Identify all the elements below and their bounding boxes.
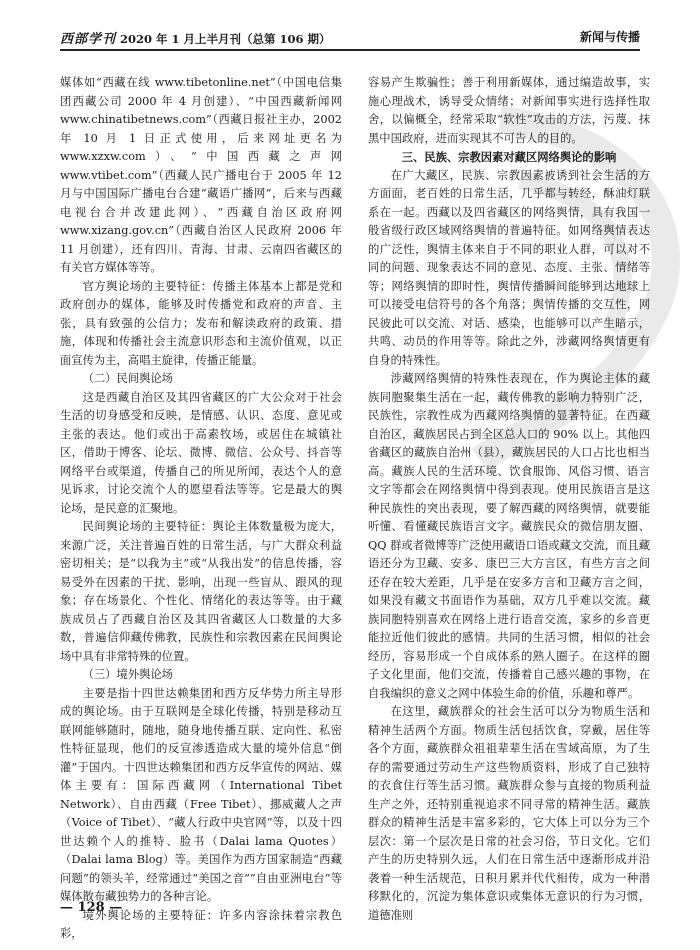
header-divider bbox=[60, 49, 640, 51]
issue-info: 2020 年 1 月上半月刊（总第 106 期） bbox=[120, 32, 331, 46]
section-heading: 三、民族、宗教因素对藏区网络舆论的影响 bbox=[401, 150, 617, 164]
paragraph: 主要是指十四世达赖集团和西方反华势力所主导形成的舆论场。由于互联网是全球化传播，特别是移动互联网能够随时，随地，随身地传播互联、定向性、私密性特征显现，他们的反宣渗透造成大量的境外信息“倒灌”于国内。十四世达赖集团和西方反华宣传的网站、媒体主要有：国际西藏网（International Tibet Network）、自由西藏（Free Tibet）、挪威藏人之声（Voice of Tibet）、“藏人行政中央官网”等，以及十四世达赖个人的推特、脸书（Dalai lama Quotes）（Dalai lama Blog）等。美国作为西方国家制造“西藏问题”的领头羊，经常通过“美国之音”“自由亚洲电台”等媒体散布藏独势力的各种言论。 bbox=[60, 686, 342, 903]
right-column bbox=[368, 74, 650, 925]
running-header bbox=[60, 26, 640, 48]
paragraph: 民间舆论场的主要特征：舆论主体数量极为庞大，来源广泛，关注普遍百姓的日常生活，与广大群众利益密切相关；是“以我为主”或“从我出发”的信息传播，容易受外在因素的干扰、影响，出现一些盲从、跟风的现象；存在场景化、个性化、情绪化的表达等等。由于藏族成员占了西藏自治区及其四省藏区人口数量的大多数，普遍信仰藏传佛教，民族性和宗教因素在民间舆论场中具有非常特殊的位置。 bbox=[60, 520, 342, 663]
paragraph: 在广大藏区，民族、宗教因素被诱到社会生活的方方面面，老百姓的日常生活，几乎都与转经，酥油灯联系在一起。西藏以及四省藏区的网络舆情，具有我国一般省级行政区域网络舆情的普遍特征。如网络舆情表达的广泛性，舆情主体来自于不同的职业人群，可以对不同的问题、现象表达不同的意见、态度、主张、情绪等等；网络舆情的即时性，舆情传播瞬间能够到达地球上可以接受电信符号的各个角落；舆情传播的交互性，网民彼此可以交流、对话、感染，也能够可以产生暗示，共鸣、动员的作用等等。除此之外，涉藏网络舆情更有自身的特殊性。 bbox=[368, 168, 650, 367]
subsection-heading: （二）民间舆论场 bbox=[82, 372, 173, 385]
paragraph: 媒体如“西藏在线 www.tibetonline.net”（中国电信集团西藏公司 2000 年 4 月创建）、“中国西藏新闻网 www.chinatibetnews.com”（西藏日报社主办，2002 年 10 月 1 日正式使用，后来网址更名为 www.xzxw.com）、“中国西藏之声网 www.vtibet.com”（西藏人民广播电台于 2005 年 12 月与中国国际广播电台合建“藏语广播网”，后来与西藏电视台合并改建此网）、“西藏自治区政府网 www.xizang.gov.cn”（西藏自治区人民政府 2006 年 11 月创建），还有四川、青海、甘肃、云南四省藏区的有关官方媒体等等。 bbox=[60, 76, 342, 274]
paragraph: 在这里，藏族群众的社会生活可以分为物质生活和精神生活两个方面。物质生活包括饮食，穿戴，居住等各个方面，藏族群众祖祖辈辈生活在雪域高原，为了生存的需要通过劳动生产这些物质资料，形成了自己独特的衣食住行等生活习惯。藏族群众参与直接的物质利益生产之外，还特别重视追求不同寻常的精神生活。藏族群众的精神生活是丰富多彩的，它大体上可以分为三个层次：第一个层次是日常的社会习俗，节日文化。它们产生的历史特别久远，人们在日常生活中逐渐形成并沿袭着一种生活规范，日积月累并代代相传，成为一种潜移默化的，沉淀为集体意识或集体无意识的行为习惯，道德准则 bbox=[368, 705, 650, 922]
left-column bbox=[60, 74, 342, 944]
section-name: 新闻与传播 bbox=[579, 30, 640, 44]
paragraph: 境外舆论场的主要特征：许多内容涂抹着宗教色彩， bbox=[60, 908, 342, 940]
page-number: — 128 — bbox=[60, 900, 123, 915]
paragraph: 官方舆论场的主要特征：传播主体基本上都是党和政府创办的媒体，能够及时传播党和政府的声音、主张，具有致强的公信力；发布和解读政府的政策、措施，体现和传播社会主流意识形态和主流价值观，以正面宣传为主，高唱主旋律，传播正能量。 bbox=[60, 279, 342, 367]
paragraph: 这是西藏自治区及其四省藏区的广大公众对于社会生活的切身感受和反映，是情感、认识、态度、意见或主张的表达。他们或出于高素牧场，或居住在城镇社区，借助于博客、论坛、微博、微信、公众号、抖音等网络平台或渠道，传播自己的所见所闻，表达个人的意见诉求，讨论交流个人的愿望看法等等。它是最大的舆论场，是民意的汇聚地。 bbox=[60, 390, 342, 515]
journal-info bbox=[60, 28, 331, 47]
journal-name: 西部学刊 bbox=[60, 32, 117, 47]
paragraph: 容易产生欺骗性；善于利用新媒体，通过编造故事，实施心理战术，诱导受众情绪；对新闻事实进行选择性取舍，以偏概全，经常采取“软性”攻击的方法，污蔑、抹黑中国政府，进而实现其不可告人的目的。 bbox=[368, 76, 650, 145]
subsection-heading: （三）境外舆论场 bbox=[82, 668, 173, 681]
paragraph: 涉藏网络舆情的特殊性表现在，作为舆论主体的藏族同胞聚集生活在一起，藏传佛教的影响力特别广泛，民族性，宗教性成为西藏网络舆情的显著特征。在西藏自治区，藏族居民占到全区总人口的 90% 以上。其他四省藏区的藏族自治州（县），藏族居民的人口占比也相当高。藏族人民的生活环境、饮食服饰、风俗习惯、语言文字等都会在网络舆情中得到表现。使用民族语言是这种民族性的突出表现，要了解西藏的网络舆情，就要能听懂、看懂藏民族语言文字。藏族民众的微信朋友圈、QQ 群或者微博等广泛使用藏语口语或藏文交流，而且藏语还分为卫藏、安多、康巴三大方言区，有些方言之间还存在较大差距，几乎是在安多方言和卫藏方言之间，如果没有藏文书面语作为基础，双方几乎难以交流。藏族同胞特别喜欢在网络上进行语音交流，家乡的乡音更能拉近他们彼此的感情。共同的生活习惯，相似的社会经历，容易形成一个自成体系的熟人圈子。在这样的圈子文化里面，他们交流，传播着自己感兴趣的事物，在自我编织的意义之网中体验生命的价值，乐趣和尊严。 bbox=[368, 372, 650, 700]
